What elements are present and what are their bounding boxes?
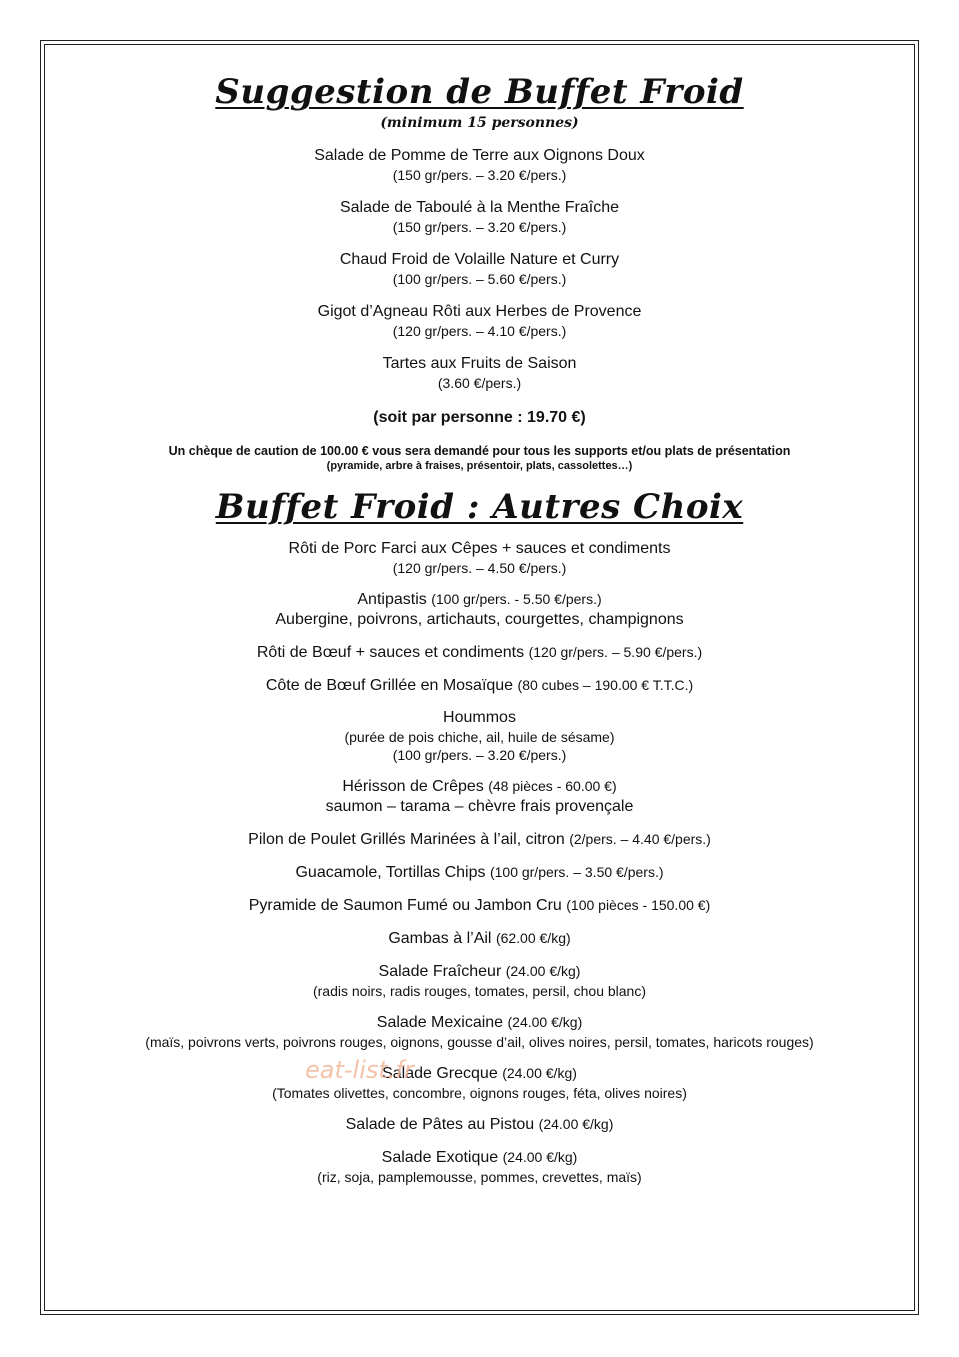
menu-item-name: Gigot d’Agneau Rôti aux Herbes de Provence	[317, 303, 642, 320]
menu-item	[44, 302, 915, 340]
menu-item-detail: (Tomates olivettes, concombre, oignons rouges, féta, olives noires)	[272, 1085, 687, 1101]
menu-item	[44, 1012, 915, 1051]
menu-item-price: (2/pers. – 4.40 €/pers.)	[569, 831, 711, 847]
menu-item-name-line	[44, 961, 915, 982]
menu-item-ingredients: Aubergine, poivrons, artichauts, courgettes, champignons	[275, 611, 684, 628]
menu-item-price: (24.00 €/kg)	[538, 1116, 614, 1132]
menu-item-name-line	[44, 928, 915, 949]
menu-item-detail: (100 gr/pers. – 5.60 €/pers.)	[392, 271, 567, 287]
menu-item-detail: (3.60 €/pers.)	[437, 375, 522, 391]
section2-items	[44, 539, 915, 1186]
menu-item-price: (24.00 €/kg)	[507, 1014, 583, 1030]
menu-item-name-line	[44, 1114, 915, 1135]
menu-item	[44, 928, 915, 949]
menu-item-price: (120 gr/pers. – 5.90 €/pers.)	[528, 644, 703, 660]
menu-item-price: (48 pièces - 60.00 €)	[488, 778, 617, 794]
menu-item	[44, 776, 915, 817]
menu-item-name: Tartes aux Fruits de Saison	[382, 355, 577, 372]
menu-item-name-line	[44, 708, 915, 728]
menu-item-detail: (150 gr/pers. – 3.20 €/pers.)	[392, 219, 567, 235]
menu-item	[44, 708, 915, 764]
menu-item-name: Guacamole, Tortillas Chips	[295, 864, 486, 881]
menu-item	[44, 642, 915, 663]
menu-item-name: Gambas à l’Ail	[388, 930, 492, 947]
menu-item-name: Rôti de Porc Farci aux Cêpes + sauces et condiments	[288, 540, 671, 557]
menu-item	[44, 250, 915, 288]
menu-item-price: (24.00 €/kg)	[505, 963, 581, 979]
menu-item-name: Salade Mexicaine	[376, 1014, 504, 1031]
menu-item-detail: (150 gr/pers. – 3.20 €/pers.)	[392, 167, 567, 183]
menu-item-detail: (riz, soja, pamplemousse, pommes, crevettes, maïs)	[317, 1169, 642, 1185]
menu-item-name: Salade Exotique	[381, 1149, 499, 1166]
menu-item-detail: (100 gr/pers. – 3.20 €/pers.)	[392, 747, 567, 763]
menu-item-name: Côte de Bœuf Grillée en Mosaïque	[265, 677, 514, 694]
menu-item-name: Hoummos	[443, 709, 516, 726]
menu-item-name: Antipastis	[357, 591, 427, 608]
menu-item-detail: (purée de pois chiche, ail, huile de sésame)	[344, 729, 615, 745]
section1-items	[44, 146, 915, 392]
menu-item-name: Salade Fraîcheur	[378, 963, 502, 980]
menu-item-detail: (radis noirs, radis rouges, tomates, persil, chou blanc)	[312, 983, 647, 999]
menu-item	[44, 1063, 915, 1102]
section1-subtitle: (minimum 15 personnes)	[380, 115, 579, 131]
menu-item-name: Pyramide de Saumon Fumé ou Jambon Cru	[248, 897, 562, 914]
menu-item	[44, 862, 915, 883]
menu-item-name-line	[44, 829, 915, 850]
menu-item-name-line	[44, 776, 915, 797]
menu-item	[44, 829, 915, 850]
menu-item-price: (100 gr/pers. - 5.50 €/pers.)	[431, 591, 602, 607]
deposit-notice: Un chèque de caution de 100.00 € vous sera demandé pour tous les supports et/ou plats de présentation	[168, 444, 791, 458]
menu-content	[44, 44, 915, 1186]
menu-item-price: (80 cubes – 190.00 € T.T.C.)	[517, 677, 694, 693]
menu-item-name-line	[44, 895, 915, 916]
menu-item	[44, 1147, 915, 1186]
menu-item	[44, 1114, 915, 1135]
menu-item-ingredients: saumon – tarama – chèvre frais provençale	[325, 798, 634, 815]
menu-item	[44, 589, 915, 630]
menu-item-name: Salade Grecque	[382, 1065, 498, 1082]
menu-item	[44, 354, 915, 392]
menu-item-name-line	[44, 1012, 915, 1033]
menu-item-name: Hérisson de Crêpes	[342, 778, 484, 795]
menu-item-price: (100 gr/pers. – 3.50 €/pers.)	[489, 864, 664, 880]
menu-item-name-line	[44, 642, 915, 663]
menu-item	[44, 895, 915, 916]
deposit-notice-details: (pyramide, arbre à fraises, présentoir, plats, cassolettes…)	[326, 460, 633, 472]
menu-item-price: (24.00 €/kg)	[502, 1065, 577, 1081]
menu-item-name: Pilon de Poulet Grillés Marinées à l’ail, citron	[248, 831, 565, 848]
menu-item-price: (100 pièces - 150.00 €)	[566, 897, 711, 913]
menu-item-name-line	[44, 589, 915, 610]
menu-item-name: Chaud Froid de Volaille Nature et Curry	[339, 251, 620, 268]
menu-item-name: Salade de Pâtes au Pistou	[345, 1116, 535, 1133]
menu-item-detail: (120 gr/pers. – 4.50 €/pers.)	[392, 560, 567, 576]
menu-item	[44, 539, 915, 577]
menu-item-name-line	[44, 675, 915, 696]
menu-item-name-line	[44, 1063, 915, 1084]
watermark: eat-list.fr	[305, 1056, 414, 1084]
section1-total: (soit par personne : 19.70 €)	[373, 409, 586, 426]
menu-item-name-line	[44, 539, 915, 559]
menu-item-name: Salade de Taboulé à la Menthe Fraîche	[339, 199, 619, 216]
section2-title: Buffet Froid : Autres Choix	[215, 487, 744, 527]
menu-item-detail: (120 gr/pers. – 4.10 €/pers.)	[392, 323, 567, 339]
menu-item	[44, 675, 915, 696]
menu-item-detail: (maïs, poivrons verts, poivrons rouges, oignons, gousse d’ail, olives noires, persil, tomates, haricots rouges)	[145, 1034, 814, 1050]
section1-title: Suggestion de Buffet Froid	[215, 72, 744, 112]
menu-item-name-line	[44, 862, 915, 883]
menu-item	[44, 146, 915, 184]
menu-item-price: (62.00 €/kg)	[495, 930, 571, 946]
menu-item	[44, 198, 915, 236]
menu-item	[44, 961, 915, 1000]
menu-item-name-line	[44, 1147, 915, 1168]
menu-item-price: (24.00 €/kg)	[502, 1149, 578, 1165]
menu-item-name: Rôti de Bœuf + sauces et condiments	[256, 644, 525, 661]
menu-item-name: Salade de Pomme de Terre aux Oignons Doux	[314, 147, 645, 164]
